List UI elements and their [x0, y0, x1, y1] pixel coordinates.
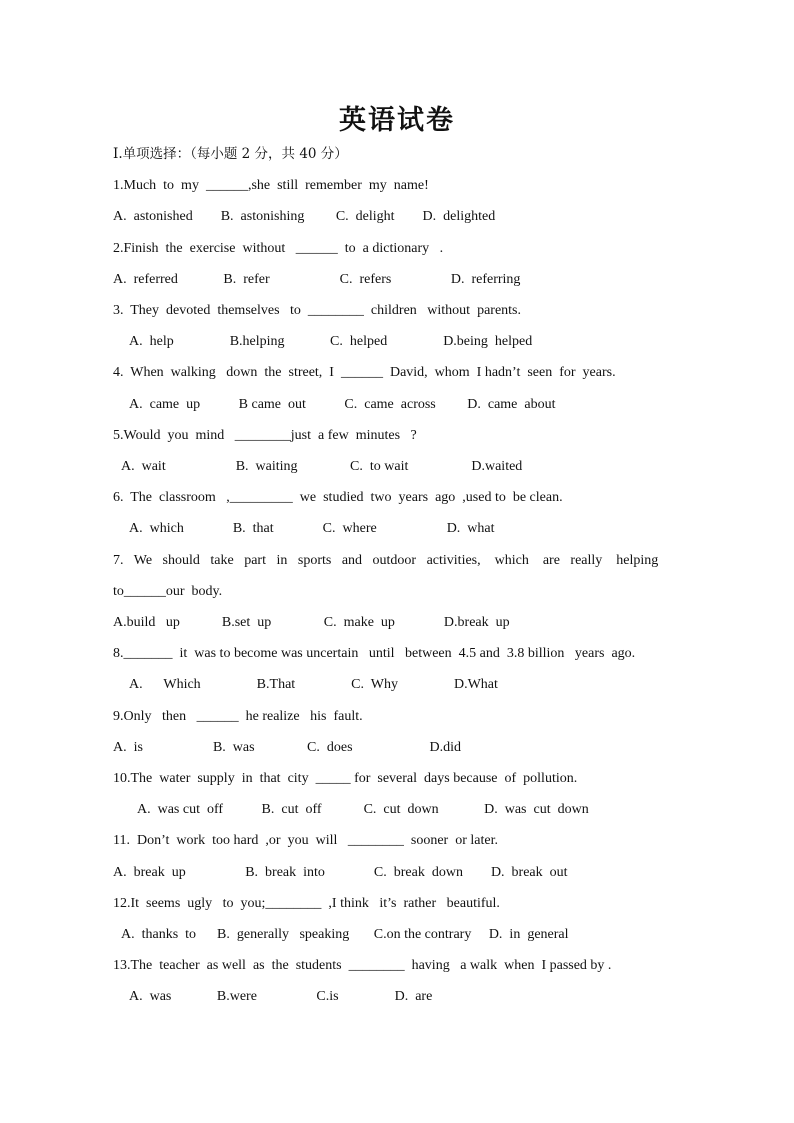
page-title: 英语试卷	[339, 105, 455, 136]
question-4: 4. When walking down the street, I ______ David, whom I hadn’t seen for years.	[113, 365, 616, 380]
question-6: 6. The classroom ,_________ we studied two years ago ,used to be clean.	[113, 490, 563, 505]
question-7: 7. We should take part in sports and outdoor activities, which are really helping	[113, 553, 659, 568]
question-9: 9.Only then ______ he realize his fault.	[113, 709, 363, 724]
question-10-options: A. was cut off B. cut off C. cut down D. was cut down	[137, 802, 589, 817]
question-13: 13.The teacher as well as the students ________ having a walk when I passed by .	[113, 958, 612, 973]
question-3-options: A. help B.helping C. helped D.being helped	[129, 334, 533, 349]
question-4-options: A. came up B came out C. came across D. came about	[129, 397, 556, 412]
section-heading: I.单项选择：（每小题 2 分，共 40 分）	[113, 146, 348, 162]
question-7-cont: to______our body.	[113, 584, 223, 599]
question-11-options: A. break up B. break into C. break down D. break out	[113, 865, 568, 880]
question-11: 11. Don’t work too hard ,or you will ________ sooner or later.	[113, 833, 498, 848]
question-12: 12.It seems ugly to you;________ ,I think it’s rather beautiful.	[113, 896, 500, 911]
question-10: 10.The water supply in that city _____ for several days because of pollution.	[113, 771, 578, 786]
question-1: 1.Much to my ______,she still remember my name!	[113, 178, 429, 193]
question-9-options: A. is B. was C. does D.did	[113, 740, 462, 755]
question-3: 3. They devoted themselves to ________ children without parents.	[113, 303, 522, 318]
question-13-options: A. was B.were C.is D. are	[129, 989, 433, 1004]
question-2: 2.Finish the exercise without ______ to a dictionary .	[113, 241, 444, 256]
question-2-options: A. referred B. refer C. refers D. referring	[113, 272, 521, 287]
question-8: 8._______ it was to become was uncertain until between 4.5 and 3.8 billion years ago.	[113, 646, 636, 661]
question-5-options: A. wait B. waiting C. to wait D.waited	[121, 459, 523, 474]
question-8-options: A. Which B.That C. Why D.What	[129, 677, 498, 692]
question-12-options: A. thanks to B. generally speaking C.on the contrary D. in general	[121, 927, 569, 942]
question-1-options: A. astonished B. astonishing C. delight D. delighted	[113, 209, 496, 224]
question-7-options: A.build up B.set up C. make up D.break up	[113, 615, 510, 630]
question-6-options: A. which B. that C. where D. what	[129, 521, 495, 536]
question-5: 5.Would you mind ________just a few minutes ?	[113, 428, 417, 443]
